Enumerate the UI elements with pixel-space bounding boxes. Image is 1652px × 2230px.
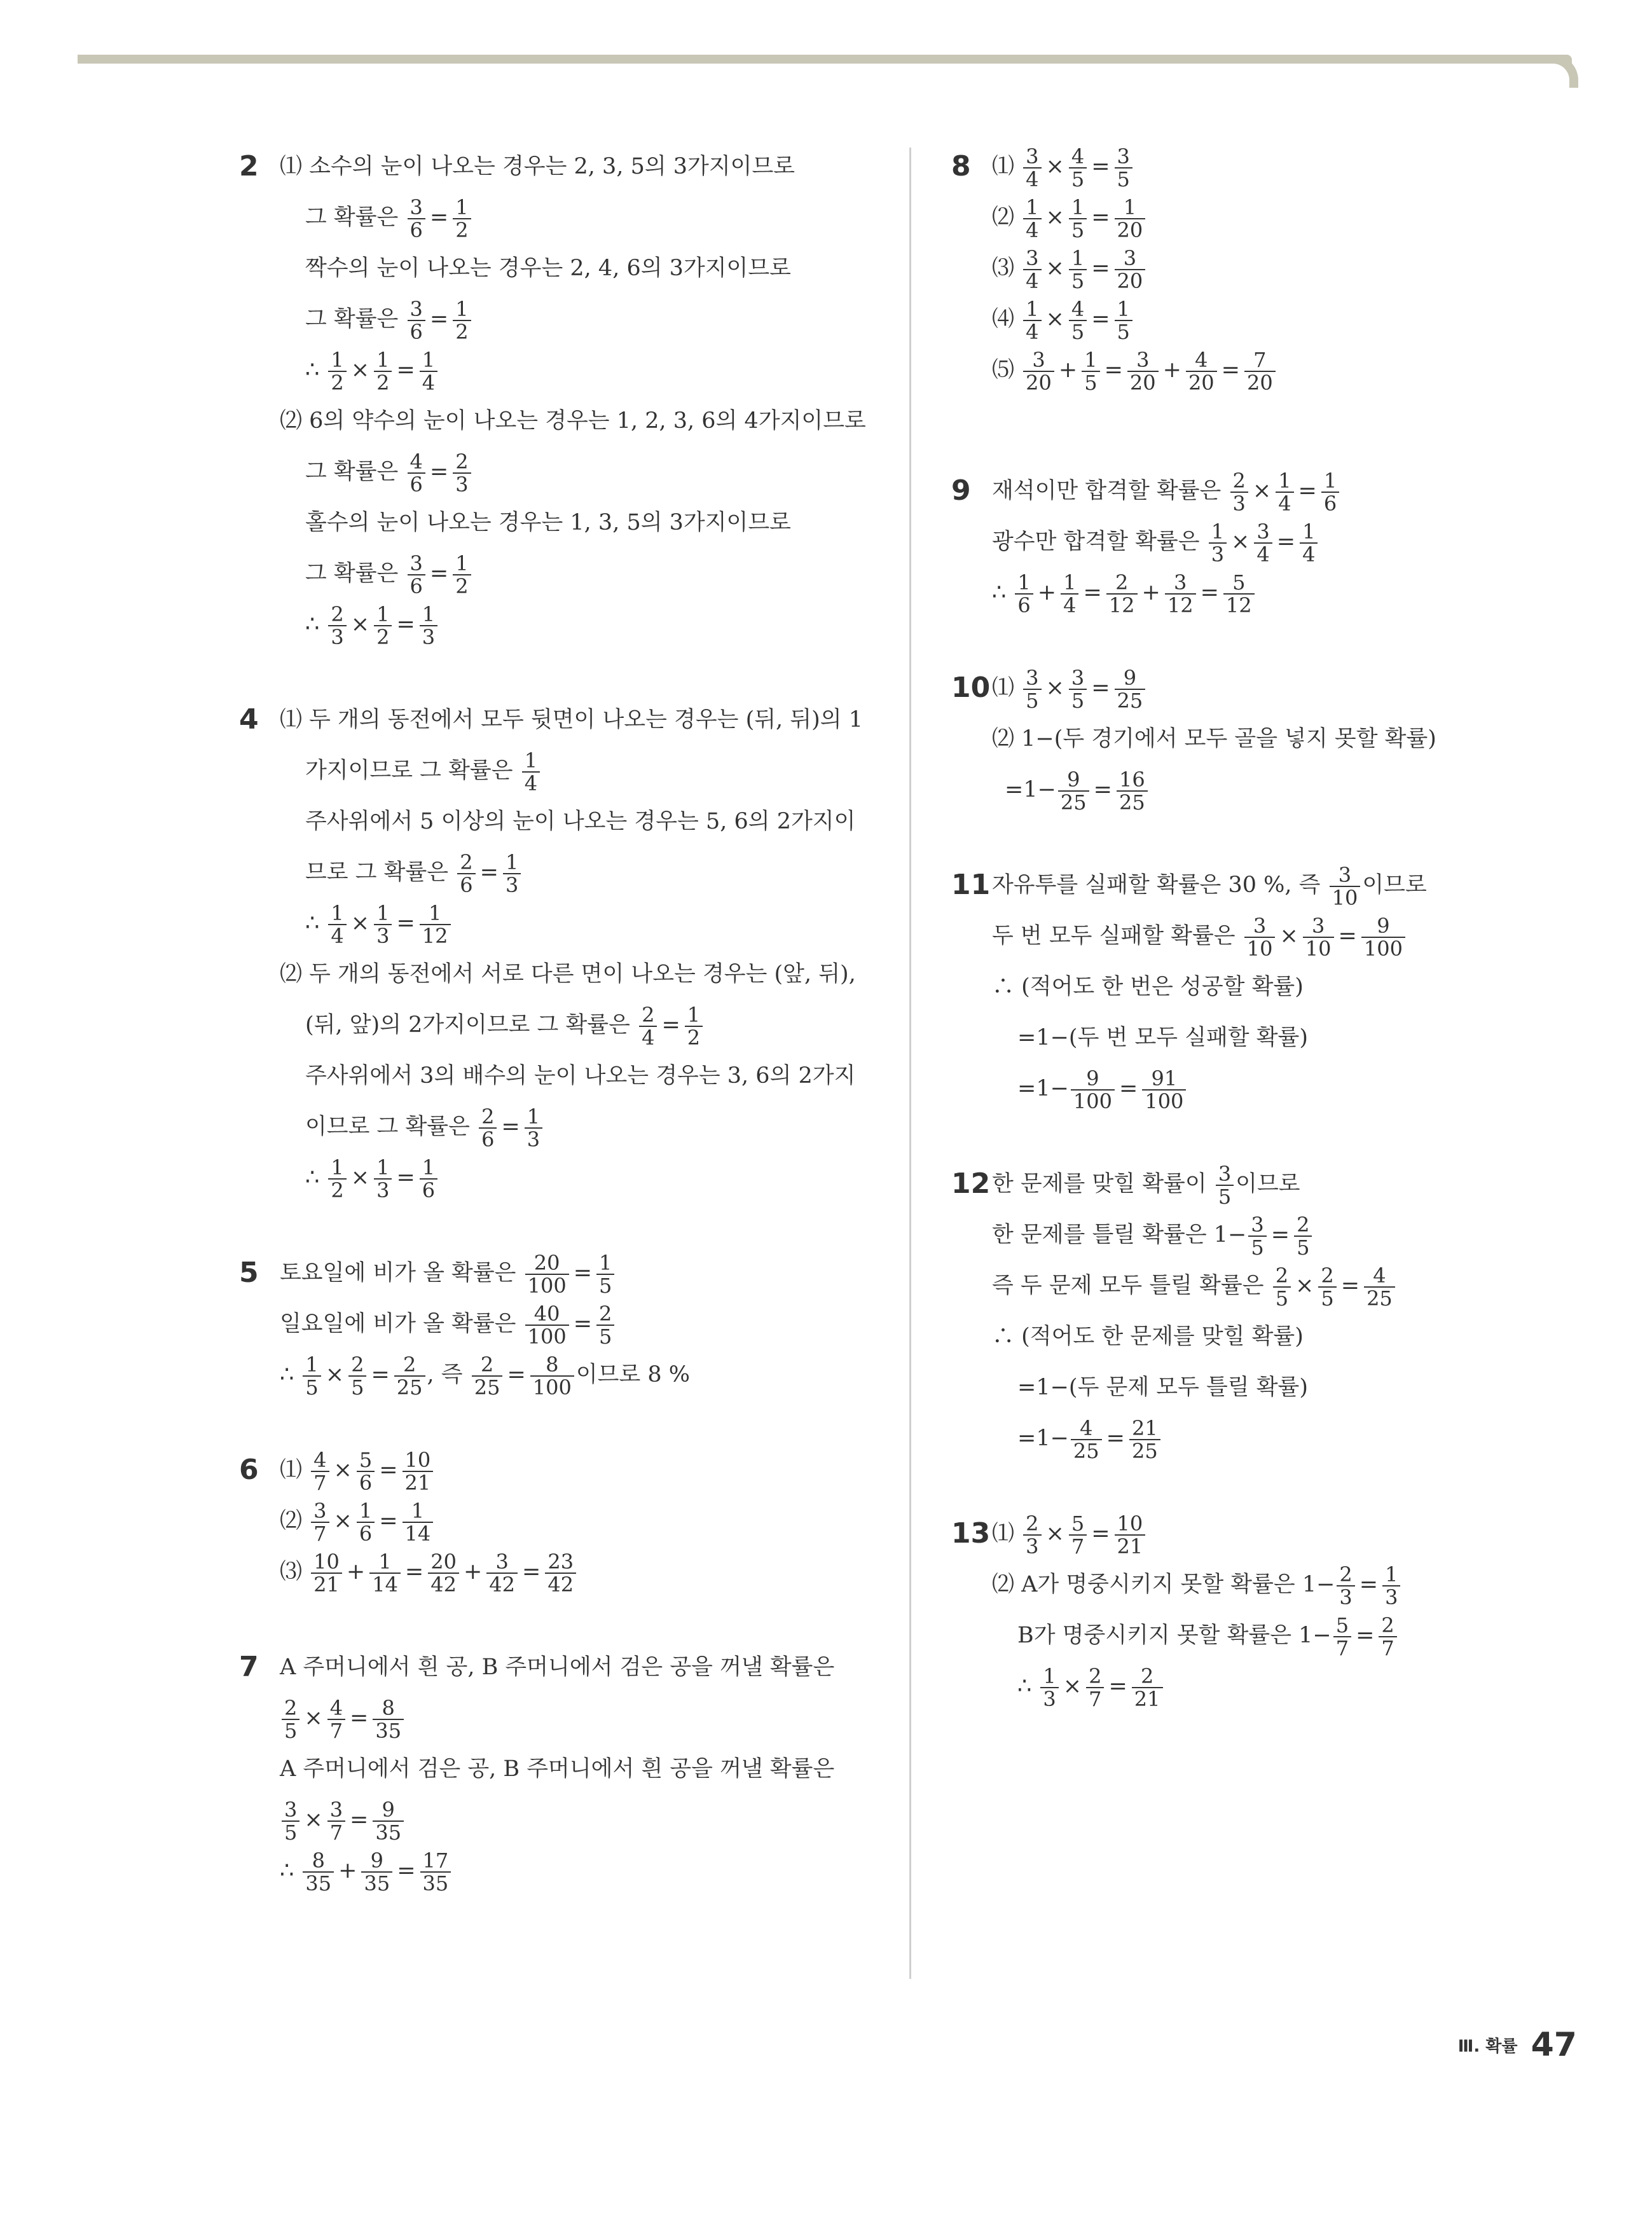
equation-line: 일요일에 비가 올 확률은 $\frac{40}{100}$ = $\frac{2}{5}$ (280, 1298, 884, 1349)
text-line: 주사위에서 3의 배수의 눈이 나오는 경우는 3, 6의 2가지 (305, 1063, 856, 1089)
text-line: ⑴ 소수의 눈이 나오는 경우는 2, 3, 5의 3가지이므로 (280, 154, 795, 179)
equation-line: ∴ $\frac{1}{3}$ × $\frac{2}{7}$ = $\frac{2}{21}$ (992, 1661, 1513, 1712)
equation-line: 이므로 그 확률은 $\frac{2}{6}$ = $\frac{1}{3}$ (280, 1101, 884, 1152)
equation-line: 광수만 합격할 확률은 $\frac{1}{3}$ × $\frac{3}{4}$ = $\frac{1}{4}$ (992, 516, 1513, 567)
equation-line: =1− $\frac{4}{25}$ = $\frac{21}{25}$ (992, 1413, 1513, 1464)
equation-line: ⑷ $\frac{1}{4}$ × $\frac{4}{5}$ = $\frac{1}{5}$ (992, 294, 1513, 345)
text-line: A 주머니에서 흰 공, B 주머니에서 검은 공을 꺼낼 확률은 (280, 1655, 835, 1680)
problem-2 (239, 141, 884, 650)
problem-number: 11 (951, 869, 991, 901)
left-column (239, 141, 884, 1896)
equation-line: ⑵ $\frac{1}{4}$ × $\frac{1}{5}$ = $\frac{1}{20}$ (992, 192, 1513, 243)
problem-8 (951, 141, 1513, 396)
problem-4 (239, 694, 884, 1203)
equation-line: ∴ $\frac{1}{2}$ × $\frac{1}{2}$ = $\frac{1}{4}$ (280, 345, 884, 396)
problem-5 (239, 1248, 884, 1400)
equation-line: ⑶ $\frac{10}{21}$ + $\frac{1}{14}$ = $\frac{20}{42}$ + $\frac{3}{42}$ = $\frac{23}{42}$ (280, 1546, 884, 1597)
equation-line: 그 확률은 $\frac{4}{6}$ = $\frac{2}{3}$ (280, 446, 884, 497)
section-label: Ⅲ. 확률 (1457, 2037, 1518, 2056)
text-line: 짝수의 눈이 나오는 경우는 2, 4, 6의 3가지이므로 (305, 256, 791, 281)
problem-number: 2 (239, 150, 259, 182)
text-line: 주사위에서 5 이상의 눈이 나오는 경우는 5, 6의 2가지이 (305, 809, 856, 834)
equation-line: ⑸ $\frac{3}{20}$ + $\frac{1}{5}$ = $\frac{3}{20}$ + $\frac{4}{20}$ = $\frac{7}{20}$ (992, 345, 1513, 396)
equation-line: $\frac{3}{5}$ × $\frac{3}{7}$ = $\frac{9}{35}$ (280, 1794, 884, 1845)
text-line: ∴ (적어도 한 번은 성공할 확률) (992, 974, 1304, 1000)
text-line: ⑵ 두 개의 동전에서 서로 다른 면이 나오는 경우는 (앞, 뒤), (280, 961, 856, 987)
equation-line: 그 확률은 $\frac{3}{6}$ = $\frac{1}{2}$ (280, 548, 884, 599)
equation-line: ∴ $\frac{1}{2}$ × $\frac{1}{3}$ = $\frac{1}{6}$ (280, 1152, 884, 1203)
text-line: ∴ (적어도 한 문제를 맞힐 확률) (992, 1324, 1304, 1349)
equation-line: ⑵ $\frac{3}{7}$ × $\frac{1}{6}$ = $\frac{1}{14}$ (280, 1496, 884, 1546)
problem-6 (239, 1445, 884, 1597)
equation-line: ⑴ $\frac{3}{5}$ × $\frac{3}{5}$ = $\frac{9}{25}$ (992, 663, 1513, 713)
problem-12 (951, 1159, 1513, 1464)
top-decor-curl (1545, 55, 1578, 88)
problem-number: 7 (239, 1651, 259, 1683)
equation-line: 재석이만 합격할 확률은 $\frac{2}{3}$ × $\frac{1}{4}$ = $\frac{1}{6}$ (992, 465, 1513, 516)
problem-7 (239, 1642, 884, 1896)
equation-line: 자유투를 실패할 확률은 30 %, 즉 $\frac{3}{10}$ 이므로 (992, 862, 1427, 910)
text-line: =1−(두 번 모두 실패할 확률) (1017, 1025, 1309, 1050)
equation-line: ⑵ A가 명중시키지 못할 확률은 1− $\frac{2}{3}$ = $\frac{1}{3}$ (992, 1559, 1513, 1610)
equation-line: =1− $\frac{9}{100}$ = $\frac{91}{100}$ (992, 1063, 1513, 1114)
equation-line: 토요일에 비가 올 확률은 $\frac{20}{100}$ = $\frac{1}{5}$ (280, 1248, 884, 1298)
problem-number: 8 (951, 150, 971, 182)
equation-line: ∴ $\frac{1}{5}$ × $\frac{2}{5}$ = $\frac{2}{25}$ , 즉 $\frac{2}{25}$ = $\frac{8}{100}$ 이므로 8 % (280, 1352, 691, 1400)
equation-line: 가지이므로 그 확률은 $\frac{1}{4}$ (280, 745, 884, 796)
equation-line: 한 문제를 맞힐 확률이 $\frac{3}{5}$ 이므로 (992, 1161, 1300, 1209)
equation-line: ∴ $\frac{8}{35}$ + $\frac{9}{35}$ = $\frac{17}{35}$ (280, 1845, 884, 1896)
equation-line: =1− $\frac{9}{25}$ = $\frac{16}{25}$ (992, 764, 1513, 815)
equation-line: 그 확률은 $\frac{3}{6}$ = $\frac{1}{2}$ (280, 294, 884, 345)
equation-line: 두 번 모두 실패할 확률은 $\frac{3}{10}$ × $\frac{3}{10}$ = $\frac{9}{100}$ (992, 911, 1513, 961)
equation-line: 즉 두 문제 모두 틀릴 확률은 $\frac{2}{5}$ × $\frac{2}{5}$ = $\frac{4}{25}$ (992, 1260, 1513, 1311)
equation-line: 한 문제를 틀릴 확률은 1− $\frac{3}{5}$ = $\frac{2}{5}$ (992, 1209, 1513, 1260)
equation-line: 그 확률은 $\frac{3}{6}$ = $\frac{1}{2}$ (280, 192, 884, 243)
equation-line: ⑴ $\frac{4}{7}$ × $\frac{5}{6}$ = $\frac{10}{21}$ (280, 1445, 884, 1496)
equation-line: ∴ $\frac{1}{6}$ + $\frac{1}{4}$ = $\frac{2}{12}$ + $\frac{3}{12}$ = $\frac{5}{12}$ (992, 567, 1513, 618)
equation-line: ∴ $\frac{1}{4}$ × $\frac{1}{3}$ = $\frac{1}{12}$ (280, 898, 884, 949)
top-decor-bar (78, 55, 1572, 64)
problem-number: 13 (951, 1517, 991, 1550)
problem-number: 5 (239, 1256, 259, 1289)
equation-line: ⑴ $\frac{2}{3}$ × $\frac{5}{7}$ = $\frac{10}{21}$ (992, 1508, 1513, 1559)
problem-number: 6 (239, 1454, 259, 1486)
equation-line: ∴ $\frac{2}{3}$ × $\frac{1}{2}$ = $\frac{1}{3}$ (280, 599, 884, 650)
equation-line: ⑴ $\frac{3}{4}$ × $\frac{4}{5}$ = $\frac{3}{5}$ (992, 141, 1513, 192)
equation-line: 므로 그 확률은 $\frac{2}{6}$ = $\frac{1}{3}$ (280, 847, 884, 898)
text-line: 홀수의 눈이 나오는 경우는 1, 3, 5의 3가지이므로 (305, 510, 791, 535)
text-line: ⑵ 1−(두 경기에서 모두 골을 넣지 못할 확률) (992, 726, 1436, 752)
problem-10 (951, 663, 1513, 815)
equation-line: (뒤, 앞)의 2가지이므로 그 확률은 $\frac{2}{4}$ = $\frac{1}{2}$ (280, 1000, 884, 1050)
problem-13 (951, 1508, 1513, 1712)
page-number: 47 (1531, 2026, 1577, 2064)
problem-9 (951, 465, 1513, 618)
text-line: =1−(두 문제 모두 틀릴 확률) (1017, 1375, 1309, 1400)
equation-line: $\frac{2}{5}$ × $\frac{4}{7}$ = $\frac{8}{35}$ (280, 1693, 884, 1744)
problem-11 (951, 860, 1513, 1114)
equation-line: B가 명중시키지 못할 확률은 1− $\frac{5}{7}$ = $\frac{2}{7}$ (992, 1610, 1513, 1661)
text-line: ⑵ 6의 약수의 눈이 나오는 경우는 1, 2, 3, 6의 4가지이므로 (280, 408, 866, 434)
problem-number: 12 (951, 1167, 991, 1200)
problem-number: 9 (951, 474, 971, 507)
text-line: ⑴ 두 개의 동전에서 모두 뒷면이 나오는 경우는 (뒤, 뒤)의 1 (280, 707, 863, 733)
column-divider (909, 148, 911, 1979)
page-footer (1458, 2026, 1577, 2064)
right-column (951, 141, 1513, 1712)
problem-number: 4 (239, 703, 259, 736)
equation-line: ⑶ $\frac{3}{4}$ × $\frac{1}{5}$ = $\frac{3}{20}$ (992, 243, 1513, 294)
text-line: A 주머니에서 검은 공, B 주머니에서 흰 공을 꺼낼 확률은 (280, 1756, 835, 1782)
problem-number: 10 (951, 671, 991, 704)
